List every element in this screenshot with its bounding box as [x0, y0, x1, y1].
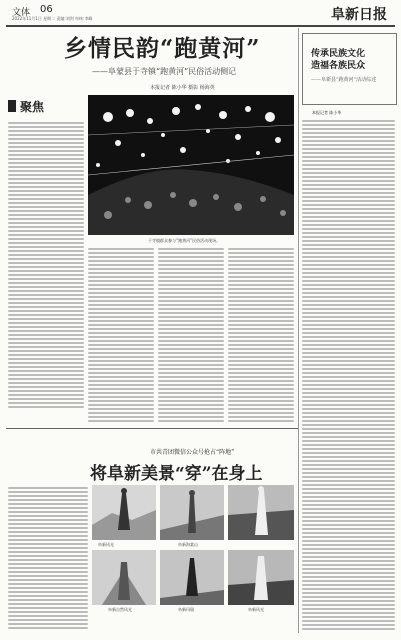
body-text-column-1: [88, 246, 154, 424]
body-text-column-2: [158, 246, 224, 424]
fashion-model-photo: [160, 485, 224, 540]
main-photo-caption: 于寺镇群众参与“跑黄河”民俗活动现场。: [148, 238, 221, 243]
sidebar-title-line2: 造福各族民众: [311, 61, 366, 71]
photo-caption-2: 阜新海棠山: [178, 542, 198, 547]
date-line: 2022年11月1日 星期二 责编:刘剑 审核:李峰: [12, 16, 93, 21]
bottom-headline: 将阜新美景“穿”在身上: [90, 464, 263, 484]
fashion-model-photo: [228, 485, 294, 540]
fashion-photo-3: [228, 485, 294, 540]
lantern-night-photo: [88, 95, 294, 235]
photo-caption-4: 阜新玛瑙: [178, 607, 194, 612]
page-number: 06: [40, 4, 53, 15]
left-text-column: [8, 120, 84, 420]
focus-square-icon: [8, 100, 16, 112]
photo-caption-5: 阜新风光: [248, 607, 264, 612]
main-headline: 乡情民韵“跑黄河”: [64, 35, 261, 62]
section-label: 文体: [12, 8, 31, 18]
fashion-model-photo: [92, 550, 156, 605]
fashion-photo-6: [228, 550, 294, 605]
focus-tag: [8, 98, 78, 116]
main-byline: 本报记者 陈小华 摄影 杨海英: [150, 85, 215, 91]
fashion-photo-5: [160, 550, 224, 605]
newspaper-brand: 阜新日报: [331, 7, 387, 23]
fashion-photo-1: [92, 485, 156, 540]
main-photo: [88, 95, 294, 235]
main-subheadline: ——阜蒙县于寺镇“跑黄河”民俗活动侧记: [92, 67, 237, 76]
fashion-photo-2: [160, 485, 224, 540]
sidebar-byline: 本报记者 陈小华: [312, 110, 342, 115]
sidebar-text-column: [302, 118, 395, 633]
column-rule: [298, 28, 299, 633]
page-header: [6, 3, 395, 27]
section-divider: [6, 428, 298, 429]
fashion-model-photo: [160, 550, 224, 605]
body-text-column-3: [228, 246, 294, 424]
photo-caption-1: 阜新风光: [98, 542, 114, 547]
sidebar-title-box: [302, 33, 397, 105]
sidebar-title-line1: 传承民族文化: [311, 49, 366, 59]
fashion-model-photo: [92, 485, 156, 540]
focus-label: 聚焦: [20, 100, 45, 114]
fashion-photo-4: [92, 550, 156, 605]
bottom-text-column: [8, 485, 88, 633]
bottom-kicker: 市共青团微信公众号抢占“阵地”: [150, 449, 235, 456]
photo-caption-3: 阜新自然风光: [108, 607, 132, 612]
fashion-model-photo: [228, 550, 294, 605]
sidebar-subtitle: ——阜新县“跑黄河”活动综述: [311, 77, 377, 83]
